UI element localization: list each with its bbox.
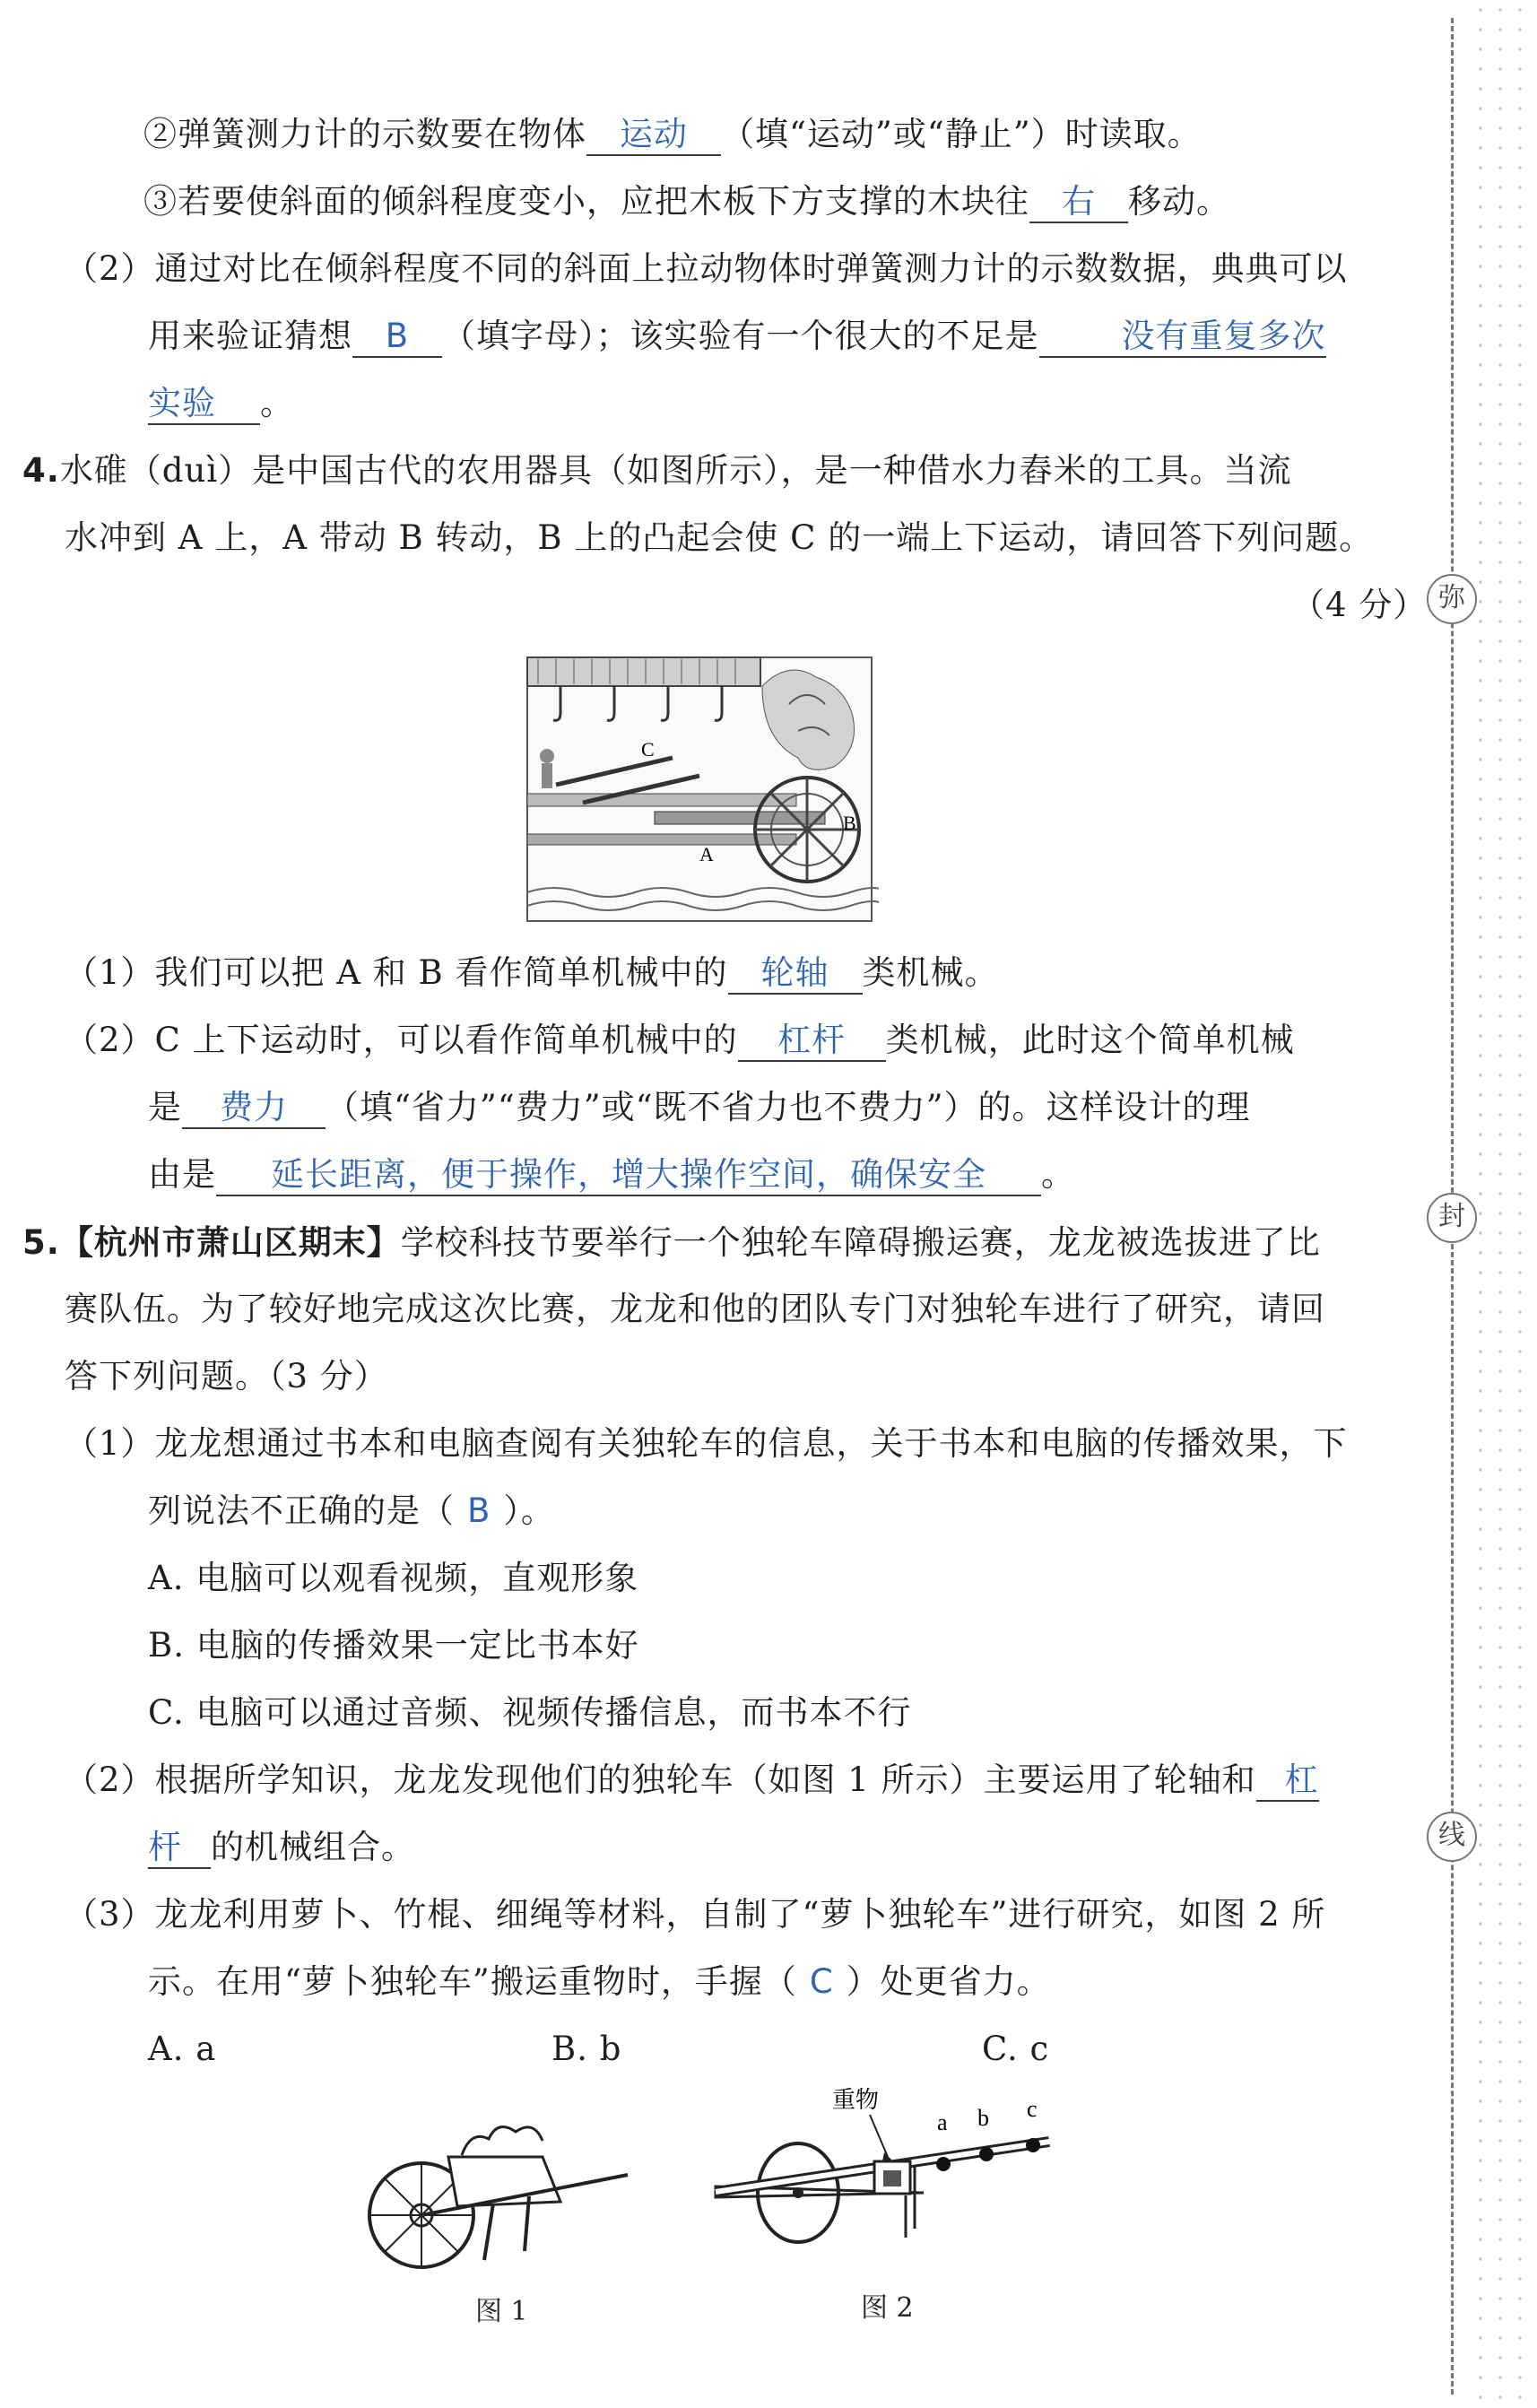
q5-line2: 赛队伍。为了较好地完成这次比赛，龙龙和他的团队专门对独轮车进行了研究，请回 (65, 1290, 1325, 1328)
text: 类机械，此时这个简单机械 (885, 1021, 1295, 1059)
text: 。 (260, 384, 294, 422)
q3-item-2-line (143, 112, 1202, 157)
answer-blank: B (352, 317, 442, 358)
point-b-label: b (977, 2105, 989, 2131)
question-number: 5. (22, 1223, 60, 1262)
q5-option-c: C. 电脑可以通过音频、视频传播信息，而书本不行 (148, 1693, 912, 1732)
water-mill-illustration (520, 650, 879, 928)
q5-sub1-line1: （1）龙龙想通过书本和电脑查阅有关独轮车的信息，关于书本和电脑的传播效果，下 (65, 1424, 1348, 1463)
q3-sub2-line3 (148, 381, 294, 426)
answer-blank: 右 (1029, 182, 1128, 223)
text: 的机械组合。 (211, 1828, 415, 1866)
text: 是 (148, 1088, 182, 1126)
q3-sub2-line2 (148, 314, 1326, 359)
text: （填字母）；该实验有一个很大的不足是 (442, 317, 1039, 355)
text: 类机械。 (862, 953, 999, 992)
q3-sub2-line1: （2）通过对比在倾斜程度不同的斜面上拉动物体时弹簧测力计的示数数据，典典可以 (65, 249, 1348, 288)
q5-sub2-line1 (65, 1758, 1319, 1803)
q5-option-a: A. 电脑可以观看视频，直观形象 (148, 1559, 639, 1597)
q5-sub3-option-b: B. b (551, 2030, 622, 2068)
mill-label-b: B (843, 812, 856, 834)
text: （2）C 上下运动时，可以看作简单机械中的 (65, 1021, 738, 1059)
q4-score: （4 分） (1291, 586, 1428, 624)
text: 由是 (148, 1155, 216, 1194)
answer-blank: 杠 (1256, 1760, 1319, 1802)
q4-line2: 水冲到 A 上，A 带动 B 转动，B 上的凸起会使 C 的一端上下运动，请回答下列问题。 (65, 518, 1374, 557)
point-c-label: c (1027, 2096, 1038, 2122)
q4-sub2-line2 (148, 1085, 1251, 1130)
answer-blank: 轮轴 (728, 953, 863, 995)
q4-sub2-line1 (65, 1018, 1295, 1063)
answer-blank: 没有重复多次 (1039, 317, 1326, 358)
text: ）处更省力。 (846, 1962, 1051, 2001)
point-a-label: a (937, 2109, 948, 2135)
mill-label-c: C (641, 738, 655, 761)
q5-sub3-option-a: A. a (148, 2030, 217, 2068)
text: ③若要使斜面的倾斜程度变小，应把木板下方支撑的木块往 (143, 182, 1029, 221)
seal-mark-mi: 弥 (1427, 574, 1477, 624)
text: （填“运动”或“静止”）时读取。 (721, 115, 1202, 153)
text: （填“省力”“费力”或“既不省力也不费力”）的。这样设计的理 (326, 1088, 1251, 1126)
q5-sub3-line1: （3）龙龙利用萝卜、竹棍、细绳等材料，自制了“萝卜独轮车”进行研究，如图 2 所 (65, 1895, 1326, 1934)
text: 移动。 (1128, 182, 1230, 221)
text: 列说法不正确的是（ (148, 1491, 455, 1530)
q3-item-3-line (143, 179, 1230, 224)
text: （2）根据所学知识，龙龙发现他们的独轮车（如图 1 所示）主要运用了轮轴和 (65, 1760, 1256, 1799)
q5-line1 (22, 1220, 1321, 1265)
figure-2-caption: 图 2 (861, 2292, 914, 2324)
seal-mark-feng: 封 (1427, 1193, 1477, 1243)
question-source: 【杭州市萧山区期末】 (59, 1222, 401, 1262)
text: （1）我们可以把 A 和 B 看作简单机械中的 (65, 953, 728, 992)
wheelbarrow-figure (359, 2103, 646, 2282)
q5-sub2-line2 (148, 1825, 415, 1870)
q5-option-b: B. 电脑的传播效果一定比书本好 (148, 1626, 639, 1665)
text: 示。在用“萝卜独轮车”搬运重物时，手握（ (148, 1962, 797, 2001)
text: 学校科技节要举行一个独轮车障碍搬运赛，龙龙被选拔进了比 (400, 1223, 1321, 1262)
answer-blank: 杆 (148, 1828, 211, 1869)
choice-answer: C (809, 1962, 834, 2001)
answer-blank: 费力 (182, 1088, 326, 1129)
answer-blank: 杠杆 (738, 1021, 886, 1062)
q5-line3: 答下列问题。（3 分） (65, 1357, 388, 1395)
radish-wheelbarrow-figure (708, 2081, 1076, 2278)
mill-label-a: A (699, 843, 714, 865)
weight-label: 重物 (832, 2087, 880, 2113)
q4-line1 (22, 448, 1292, 493)
q5-sub3-option-c: C. c (982, 2030, 1050, 2068)
text: 用来验证猜想 (148, 317, 352, 355)
text: ②弹簧测力计的示数要在物体 (143, 115, 586, 153)
choice-answer: B (467, 1491, 491, 1530)
q4-sub2-line3 (148, 1152, 1075, 1197)
answer-blank: 实验 (148, 384, 260, 425)
question-number: 4. (22, 451, 60, 490)
text: ）。 (503, 1491, 555, 1530)
text: 水碓（duì）是中国古代的农用器具（如图所示），是一种借水力舂米的工具。当流 (59, 451, 1292, 490)
q5-sub1-line2 (148, 1489, 555, 1534)
answer-blank: 运动 (586, 115, 721, 156)
seal-mark-xian: 线 (1427, 1812, 1477, 1862)
q5-sub3-line2 (148, 1960, 1051, 2004)
answer-blank: 延长距离，便于操作，增大操作空间，确保安全 (216, 1155, 1041, 1196)
q4-sub1 (65, 951, 999, 995)
figure-1-caption: 图 1 (475, 2296, 528, 2327)
text: 。 (1041, 1155, 1075, 1194)
margin-dot-grid (1471, 0, 1537, 2408)
